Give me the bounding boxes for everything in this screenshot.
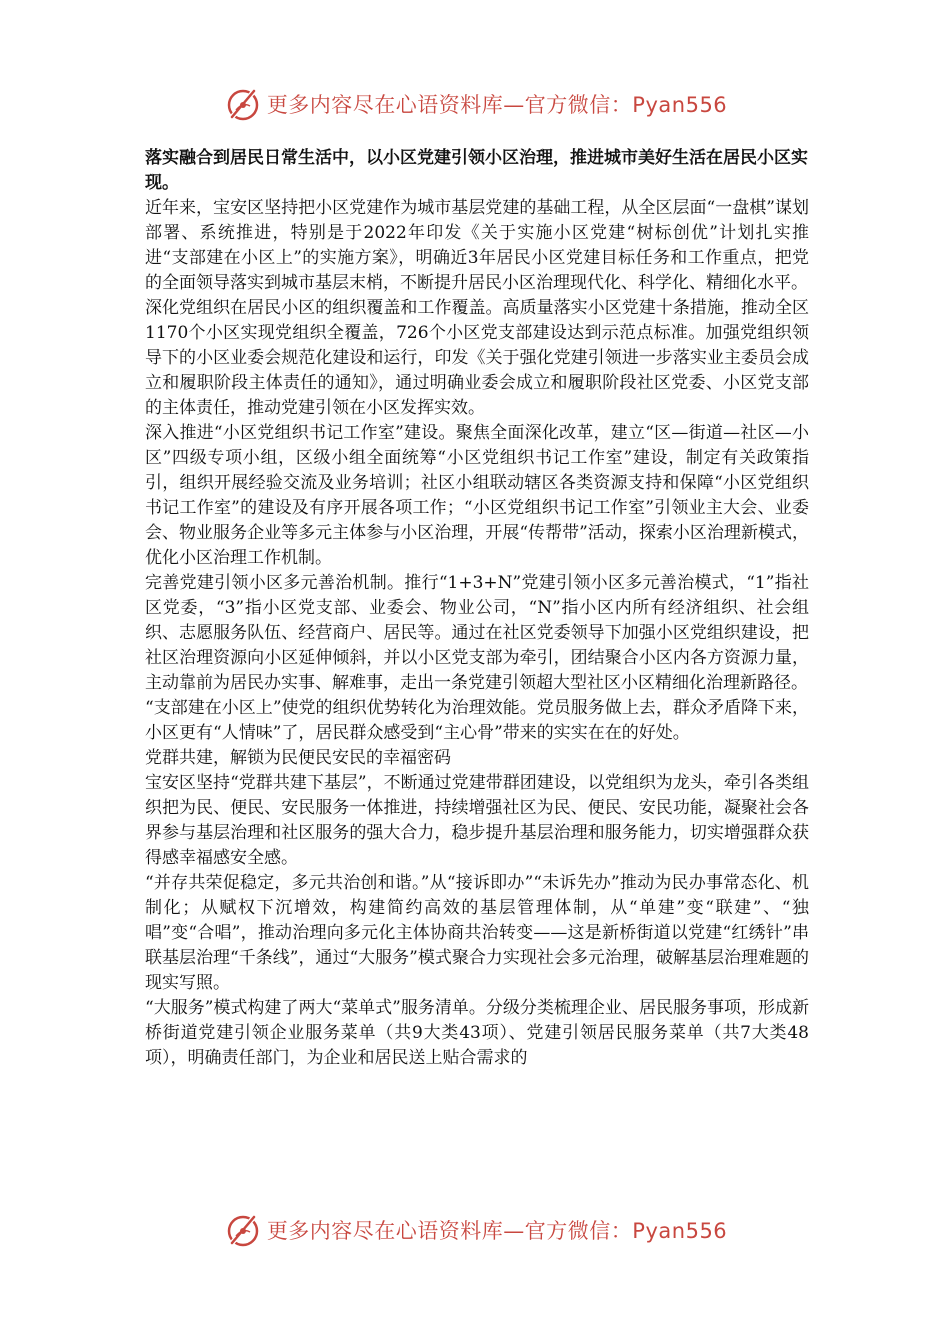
paragraph-8: “大服务”模式构建了两大“菜单式”服务清单。分级分类梳理企业、居民服务事项，形成新桥街道党建引领企业服务菜单（共9大类43项）、党建引领居民服务菜单（共7大类48项），明确责任部门，为企业和居民送上贴合需求的 — [145, 998, 809, 1068]
paragraph-1: 近年来，宝安区坚持把小区党建作为城市基层党建的基础工程，从全区层面“一盘棋”谋划部署、系统推进，特别是于2022年印发《关于实施小区党建“树标创优”计划扎实推进“支部建在小区上”的实施方案》，明确近3年居民小区党建目标任务和工作重点，把党的全面领导落实到城市基层末梢，不断提升居民小区治理现代化、科学化、精细化水平。 — [145, 198, 809, 293]
paragraph-5: “支部建在小区上”使党的组织优势转化为治理效能。党员服务做上去，群众矛盾降下来，小区更有“人情味”了，居民群众感受到“主心骨”带来的实实在在的好处。 — [145, 698, 809, 743]
paragraph-2: 深化党组织在居民小区的组织覆盖和工作覆盖。高质量落实小区党建十条措施，推动全区1170个小区实现党组织全覆盖，726个小区党支部建设达到示范点标准。加强党组织领导下的小区业委会规范化建设和运行，印发《关于强化党建引领进一步落实业主委员会成立和履职阶段主体责任的通知》，通过明确业委会成立和履职阶段社区党委、小区党支部的主体责任，推动党建引领在小区发挥实效。 — [145, 298, 809, 418]
pen-circle-logo-icon — [223, 84, 263, 124]
document-body — [145, 146, 809, 1071]
header-banner — [0, 82, 950, 126]
paragraph-3: 深入推进“小区党组织书记工作室”建设。聚焦全面深化改革，建立“区—街道—社区—小区”四级专项小组，区级小组全面统筹“小区党组织书记工作室”建设，制定有关政策指引，组织开展经验交流及业务培训；社区小组联动辖区各类资源支持和保障“小区党组织书记工作室”的建设及有序开展各项工作；“小区党组织书记工作室”引领业主大会、业委会、物业服务企业等多元主体参与小区治理，开展“传帮带”活动，探索小区治理新模式，优化小区治理工作机制。 — [145, 423, 809, 568]
footer-banner — [0, 1208, 950, 1252]
header-banner-text: 更多内容尽在心语资料库—官方微信：Pyan556 — [266, 93, 728, 117]
section-heading: 党群共建，解锁为民便民安民的幸福密码 — [145, 748, 451, 768]
footer-banner-text: 更多内容尽在心语资料库—官方微信：Pyan556 — [266, 1219, 728, 1243]
pen-circle-logo-icon — [223, 1210, 263, 1250]
lead-paragraph: 落实融合到居民日常生活中，以小区党建引领小区治理，推进城市美好生活在居民小区实现。 — [145, 148, 808, 193]
paragraph-4: 完善党建引领小区多元善治机制。推行“1+3+N”党建引领小区多元善治模式，“1”指社区党委，“3”指小区党支部、业委会、物业公司，“N”指小区内所有经济组织、社会组织、志愿服务队伍、经营商户、居民等。通过在社区党委领导下加强小区党组织建设，把社区治理资源向小区延伸倾斜，并以小区党支部为牵引，团结聚合小区内各方资源力量，主动靠前为居民办实事、解难事，走出一条党建引领超大型社区小区精细化治理新路径。 — [145, 573, 809, 693]
paragraph-6: 宝安区坚持“党群共建下基层”，不断通过党建带群团建设，以党组织为龙头，牵引各类组织把为民、便民、安民服务一体推进，持续增强社区为民、便民、安民功能，凝聚社会各界参与基层治理和社区服务的强大合力，稳步提升基层治理和服务能力，切实增强群众获得感幸福感安全感。 — [145, 773, 809, 868]
paragraph-7: “并存共荣促稳定，多元共治创和谐。”从“接诉即办”“未诉先办”推动为民办事常态化、机制化；从赋权下沉增效，构建简约高效的基层管理体制，从“单建”变“联建”、“独唱”变“合唱”，推动治理向多元化主体协商共治转变——这是新桥街道以党建“红绣针”串联基层治理“千条线”，通过“大服务”模式聚合力实现社会多元治理，破解基层治理难题的现实写照。 — [145, 873, 809, 993]
